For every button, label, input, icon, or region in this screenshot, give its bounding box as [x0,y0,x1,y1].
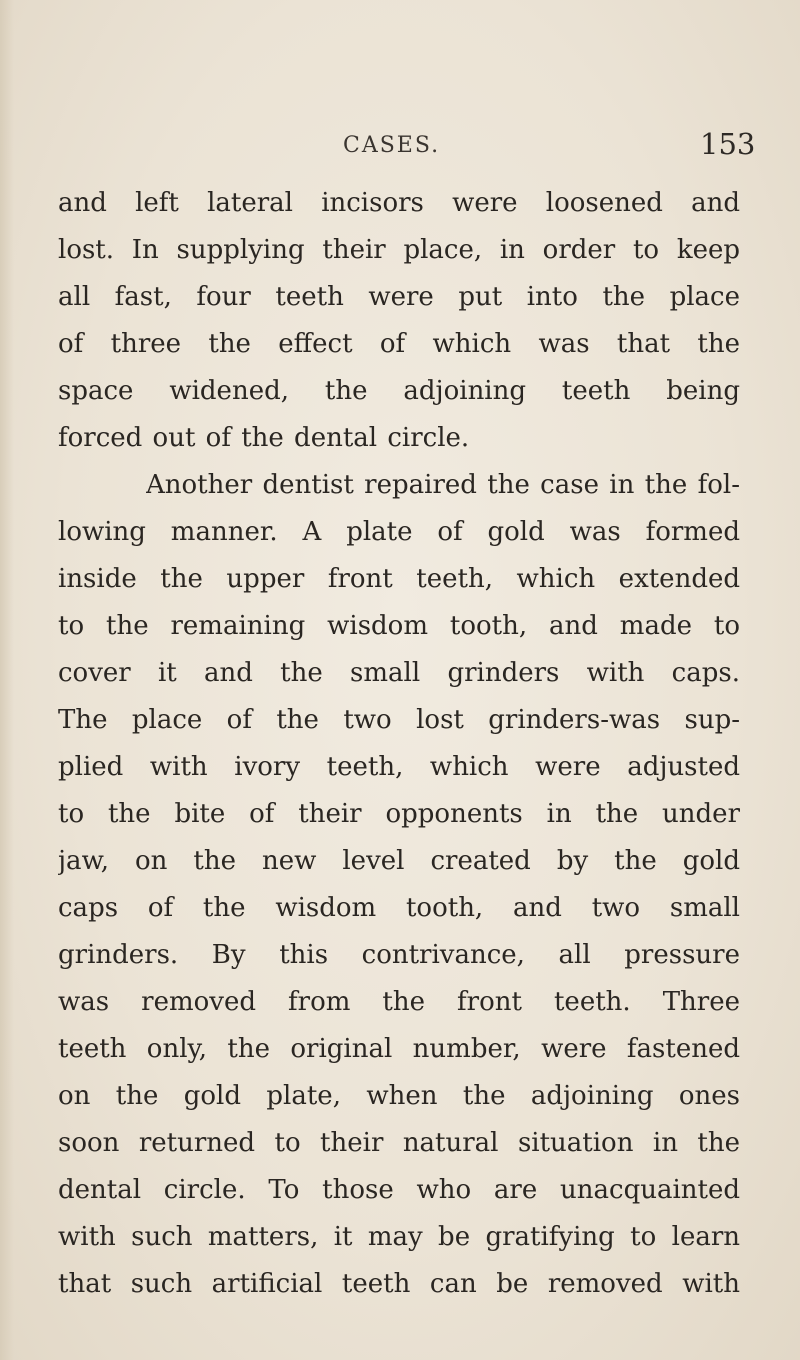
page-number: 153 [700,127,756,161]
text-line: and left lateral incisors were loosened and [58,188,740,218]
text-line: dental circle. To those who are unacquainted [58,1175,740,1205]
text-line: on the gold plate, when the adjoining ones [58,1081,740,1111]
text-line: soon returned to their natural situation in the [58,1128,740,1158]
text-line: grinders. By this contrivance, all pressure [58,940,740,970]
body-text [58,181,740,1299]
text-line: of three the effect of which was that the [58,329,740,359]
paragraph-first-line: Another dentist repaired the case in the fol- [146,470,740,500]
text-line: The place of the two lost grinders-was sup- [58,705,740,735]
text-line: to the bite of their opponents in the under [58,799,740,829]
page-header [0,127,800,167]
text-line: inside the upper front teeth, which extended [58,564,740,594]
text-line: teeth only, the original number, were fastened [58,1034,740,1064]
text-line: all fast, four teeth were put into the place [58,282,740,312]
text-line: to the remaining wisdom tooth, and made to [58,611,740,641]
text-line: with such matters, it may be gratifying to learn [58,1222,740,1252]
page-gutter-shadow [0,0,14,1360]
text-line: cover it and the small grinders with caps. [58,658,740,688]
text-line: was removed from the front teeth. Three [58,987,740,1017]
text-line: jaw, on the new level created by the gold [58,846,740,876]
text-line: plied with ivory teeth, which were adjusted [58,752,740,782]
running-head: CASES. [343,133,441,158]
text-line: lowing manner. A plate of gold was formed [58,517,740,547]
text-line: space widened, the adjoining teeth being [58,376,740,406]
text-line: that such artificial teeth can be removed with [58,1269,740,1299]
text-line: forced out of the dental circle. [58,423,470,453]
text-line: lost. In supplying their place, in order to keep [58,235,740,265]
text-line: caps of the wisdom tooth, and two small [58,893,740,923]
